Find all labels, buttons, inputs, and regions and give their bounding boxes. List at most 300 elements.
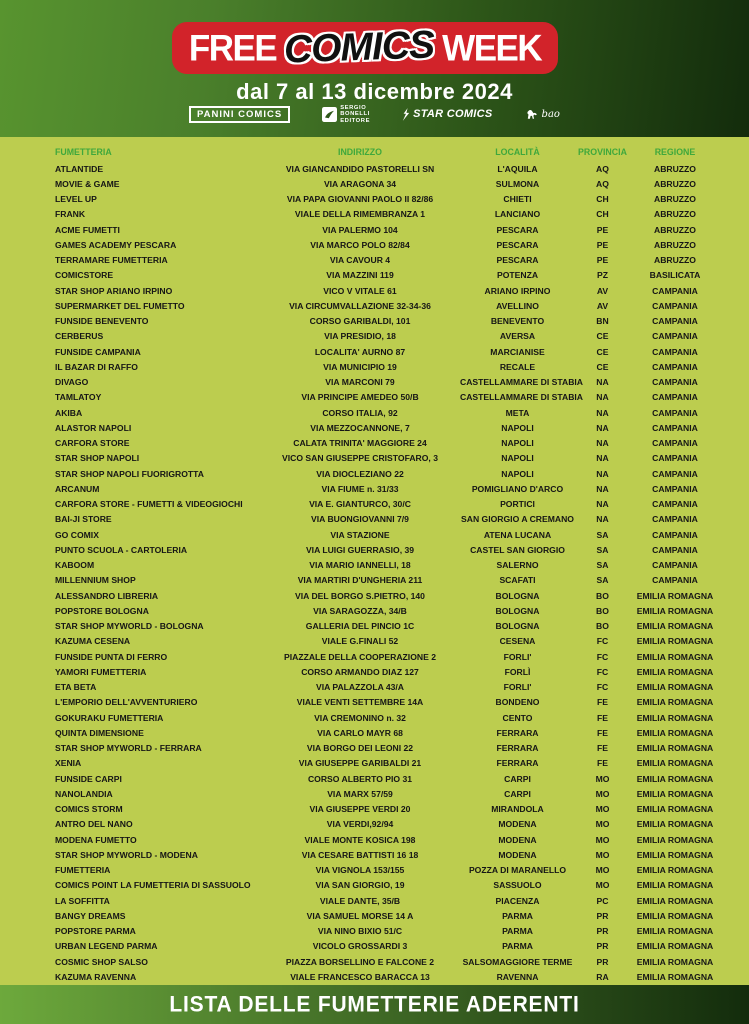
table-row (0, 359, 749, 374)
locality-cell: BOLOGNA (495, 621, 540, 632)
shop-name-cell: YAMORI FUMETTERIA (55, 666, 147, 677)
region-cell: CAMPANIA (652, 346, 698, 357)
address-cell: VIA GIANCANDIDO PASTORELLI SN (285, 163, 435, 174)
shop-name-cell: ARCANUM (55, 483, 100, 494)
table-row (0, 527, 749, 542)
locality-cell: SCAFATI (499, 575, 536, 586)
address-cell: PIAZZA BORSELLINO E FALCONE 2 (285, 956, 435, 967)
province-cell: FC (596, 682, 609, 693)
region-cell: EMILIA ROMAGNA (636, 788, 714, 799)
table-row (0, 954, 749, 969)
shop-name-cell: POPSTORE BOLOGNA (55, 605, 149, 616)
region-cell: EMILIA ROMAGNA (636, 621, 714, 632)
panini-comics-logo (189, 106, 290, 123)
locality-cell: CASTELLAMMARE DI STABIA (460, 377, 584, 388)
footer-title: LISTA DELLE FUMETTERIE ADERENTI (169, 991, 580, 1017)
shop-name-cell: CERBERUS (55, 331, 104, 342)
address-cell: VIA BORGO DEI LEONI 22 (306, 743, 414, 754)
address-cell: VIA MUNICIPIO 19 (323, 361, 397, 372)
shop-name-cell: ATLANTIDE (55, 163, 104, 174)
address-cell: VICO SAN GIUSEPPE CRISTOFARO, 3 (282, 453, 438, 464)
region-cell: CAMPANIA (652, 361, 698, 372)
region-cell: EMILIA ROMAGNA (636, 697, 714, 708)
shop-name-cell: PUNTO SCUOLA - CARTOLERIA (55, 544, 188, 555)
shop-name-cell: GO COMIX (55, 529, 99, 540)
region-cell: EMILIA ROMAGNA (636, 880, 714, 891)
region-cell: CAMPANIA (652, 499, 698, 510)
table-row (0, 375, 749, 390)
shop-name-cell: AKIBA (55, 407, 83, 418)
locality-cell: MARCIANISE (490, 346, 545, 357)
region-cell: ABRUZZO (653, 178, 696, 189)
table-row (0, 786, 749, 801)
address-cell: VIALE FRANCESCO BARACCA 13 (290, 971, 430, 982)
province-cell: FC (596, 666, 609, 677)
region-cell: CAMPANIA (652, 331, 698, 342)
province-cell: MO (595, 834, 610, 845)
table-row (0, 619, 749, 634)
shop-name-cell: ALESSANDRO LIBRERIA (55, 590, 159, 601)
column-header-row (0, 143, 749, 161)
locality-cell: FORLI' (503, 651, 532, 662)
table-row (0, 847, 749, 862)
region-cell: CAMPANIA (652, 544, 698, 555)
province-cell: PE (596, 224, 609, 235)
locality-cell: SALSOMAGGIORE TERME (462, 956, 573, 967)
locality-cell: BOLOGNA (495, 605, 540, 616)
address-cell: VIA MARCONI 79 (325, 377, 395, 388)
address-cell: VIA MARIO IANNELLI, 18 (309, 560, 411, 571)
shop-name-cell: COMICS STORM (55, 804, 123, 815)
locality-cell: PARMA (502, 941, 533, 952)
region-cell: EMILIA ROMAGNA (636, 956, 714, 967)
region-cell: EMILIA ROMAGNA (636, 804, 714, 815)
region-cell: EMILIA ROMAGNA (636, 834, 714, 845)
province-cell: SA (596, 575, 609, 586)
province-cell: MO (595, 819, 610, 830)
address-cell: VIALE MONTE KOSICA 198 (304, 834, 416, 845)
province-cell: CE (596, 346, 609, 357)
title-week: WEEK (442, 27, 542, 69)
table-row (0, 314, 749, 329)
locality-cell: NAPOLI (501, 453, 534, 464)
bao-dog-icon (525, 107, 539, 122)
province-cell: NA (596, 483, 609, 494)
region-cell: ABRUZZO (653, 255, 696, 266)
address-cell: VIA CREMONINO n. 32 (314, 712, 406, 723)
table-row (0, 802, 749, 817)
locality-cell: POTENZA (496, 270, 539, 281)
sergio-bonelli-label-line1: SERGIO (340, 105, 367, 111)
address-cell: VIA SAN GIORGIO, 19 (315, 880, 405, 891)
shop-name-cell: BAI-JI STORE (55, 514, 112, 525)
province-cell: FE (597, 727, 608, 738)
locality-cell: AVELLINO (496, 300, 539, 311)
region-cell: CAMPANIA (652, 392, 698, 403)
locality-cell: NAPOLI (501, 422, 534, 433)
table-row (0, 664, 749, 679)
region-cell: ABRUZZO (653, 163, 696, 174)
shop-name-cell: BANGY DREAMS (55, 910, 126, 921)
shop-table (0, 137, 749, 985)
table-row (0, 237, 749, 252)
shop-name-cell: URBAN LEGEND PARMA (55, 941, 158, 952)
locality-cell: PORTICI (500, 499, 535, 510)
region-cell: CAMPANIA (652, 422, 698, 433)
region-cell: EMILIA ROMAGNA (636, 819, 714, 830)
table-row (0, 512, 749, 527)
province-cell: SA (596, 560, 609, 571)
locality-cell: MODENA (498, 849, 537, 860)
shop-name-cell: CARFORA STORE - FUMETTI & VIDEOGIOCHI (55, 499, 243, 510)
province-cell: AQ (596, 163, 609, 174)
table-row (0, 893, 749, 908)
publisher-logos-row (0, 105, 749, 124)
table-row (0, 710, 749, 725)
address-cell: VIA ARAGONA 34 (323, 178, 397, 189)
province-cell: NA (596, 514, 609, 525)
table-row (0, 207, 749, 222)
locality-cell: PESCARA (496, 224, 539, 235)
shop-name-cell: STAR SHOP NAPOLI (55, 453, 140, 464)
locality-cell: NAPOLI (501, 438, 534, 449)
province-cell: BN (596, 316, 609, 327)
address-cell: VIA GIUSEPPE VERDI 20 (309, 804, 411, 815)
locality-cell: RAVENNA (496, 971, 539, 982)
locality-cell: CARPI (504, 773, 531, 784)
title-comics: COMICS (283, 22, 435, 72)
address-cell: GALLERIA DEL PINCIO 1C (305, 621, 415, 632)
shop-name-cell: STAR SHOP MYWORLD - MODENA (55, 849, 198, 860)
shop-name-cell: STAR SHOP MYWORLD - BOLOGNA (55, 621, 204, 632)
table-row (0, 756, 749, 771)
locality-cell: MODENA (498, 834, 537, 845)
province-cell: CH (596, 194, 609, 205)
address-cell: VIA PALERMO 104 (322, 224, 398, 235)
table-row (0, 573, 749, 588)
star-comics-logo (402, 108, 492, 121)
province-cell: PR (596, 926, 609, 937)
province-cell: CH (596, 209, 609, 220)
region-cell: CAMPANIA (652, 377, 698, 388)
address-cell: VIA SAMUEL MORSE 14 A (306, 910, 414, 921)
province-cell: BO (596, 621, 609, 632)
footer-banner (0, 985, 749, 1024)
shop-name-cell: LEVEL UP (55, 194, 97, 205)
star-comics-label: STAR COMICS (413, 108, 493, 121)
table-row (0, 192, 749, 207)
region-cell: BASILICATA (649, 270, 701, 281)
table-row (0, 176, 749, 191)
address-cell: VICOLO GROSSARDI 3 (312, 941, 408, 952)
address-cell: VIA CIRCUMVALLAZIONE 32-34-36 (289, 300, 431, 311)
locality-cell: SULMONA (495, 178, 540, 189)
locality-cell: BENEVENTO (490, 316, 545, 327)
address-cell: VIA MARX 57/59 (327, 788, 393, 799)
address-cell: VIA STAZIONE (330, 529, 390, 540)
region-cell: EMILIA ROMAGNA (636, 651, 714, 662)
address-cell: VIA BUONGIOVANNI 7/9 (311, 514, 409, 525)
address-cell: VIA MARCO POLO 82/84 (310, 239, 410, 250)
bao-label: bao (541, 108, 560, 120)
province-cell: MO (595, 880, 610, 891)
table-row (0, 405, 749, 420)
address-cell: VIA VIGNOLA 153/155 (315, 865, 405, 876)
address-cell: VIALE DELLA RIMEMBRANZA 1 (294, 209, 426, 220)
locality-cell: MIRANDOLA (491, 804, 544, 815)
shop-name-cell: TERRAMARE FUMETTERIA (55, 255, 168, 266)
shop-name-cell: MILLENNIUM SHOP (55, 575, 136, 586)
address-cell: VIA PRINCIPE AMEDEO 50/B (301, 392, 419, 403)
province-cell: NA (596, 407, 609, 418)
shop-name-cell: SUPERMARKET DEL FUMETTO (55, 300, 185, 311)
table-row (0, 863, 749, 878)
shop-name-cell: STAR SHOP MYWORLD - FERRARA (55, 743, 202, 754)
address-cell: VIA MAZZINI 119 (326, 270, 394, 281)
locality-cell: MODENA (498, 819, 537, 830)
sergio-bonelli-bird-icon (322, 107, 337, 122)
sergio-bonelli-label (340, 105, 370, 124)
region-cell: EMILIA ROMAGNA (636, 682, 714, 693)
locality-cell: FERRARA (496, 758, 539, 769)
province-cell: MO (595, 788, 610, 799)
table-row (0, 481, 749, 496)
shop-name-cell: KABOOM (55, 560, 95, 571)
star-comics-lightning-icon (402, 108, 410, 121)
locality-cell: SASSUOLO (493, 880, 542, 891)
shop-name-cell: KAZUMA CESENA (55, 636, 131, 647)
shop-name-cell: MODENA FUMETTO (55, 834, 137, 845)
table-row (0, 268, 749, 283)
province-cell: NA (596, 499, 609, 510)
address-cell: VIA DEL BORGO S.PIETRO, 140 (295, 590, 425, 601)
table-row (0, 680, 749, 695)
shop-name-cell: GOKURAKU FUMETTERIA (55, 712, 164, 723)
sergio-bonelli-label-line2: BONELLI (340, 111, 370, 118)
region-cell: CAMPANIA (652, 285, 698, 296)
column-header-fumetteria: FUMETTERIA (55, 147, 112, 157)
region-cell: EMILIA ROMAGNA (636, 926, 714, 937)
province-cell: PR (596, 910, 609, 921)
province-cell: FE (597, 758, 608, 769)
province-cell: FC (596, 636, 609, 647)
region-cell: ABRUZZO (653, 194, 696, 205)
shop-name-cell: COMICS POINT LA FUMETTERIA DI SASSUOLO (55, 880, 251, 891)
shop-name-cell: DIVAGO (55, 377, 89, 388)
region-cell: CAMPANIA (652, 529, 698, 540)
table-row (0, 558, 749, 573)
region-cell: EMILIA ROMAGNA (636, 605, 714, 616)
region-cell: EMILIA ROMAGNA (636, 758, 714, 769)
locality-cell: BOLOGNA (495, 590, 540, 601)
region-cell: CAMPANIA (652, 483, 698, 494)
table-row (0, 451, 749, 466)
province-cell: SA (596, 544, 609, 555)
sergio-bonelli-logo (322, 105, 370, 124)
table-row (0, 588, 749, 603)
shop-name-cell: POPSTORE PARMA (55, 926, 136, 937)
address-cell: VIA PAPA GIOVANNI PAOLO II 82/86 (286, 194, 434, 205)
locality-cell: CENTO (502, 712, 533, 723)
locality-cell: ARIANO IRPINO (484, 285, 551, 296)
table-row (0, 283, 749, 298)
address-cell: VIA LUIGI GUERRASIO, 39 (305, 544, 415, 555)
shop-name-cell: FUNSIDE BENEVENTO (55, 316, 149, 327)
table-row (0, 817, 749, 832)
province-cell: AV (596, 300, 609, 311)
column-header-indirizzo: INDIRIZZO (338, 147, 382, 157)
locality-cell: SAN GIORGIO A CREMANO (461, 514, 574, 525)
locality-cell: CARPI (504, 788, 531, 799)
table-row (0, 329, 749, 344)
locality-cell: POMIGLIANO D'ARCO (471, 483, 564, 494)
region-cell: EMILIA ROMAGNA (636, 727, 714, 738)
locality-cell: PARMA (502, 910, 533, 921)
region-cell: CAMPANIA (652, 407, 698, 418)
province-cell: MO (595, 773, 610, 784)
region-cell: CAMPANIA (652, 300, 698, 311)
address-cell: VIALE G.FINALI 52 (321, 636, 399, 647)
region-cell: ABRUZZO (653, 239, 696, 250)
table-row (0, 390, 749, 405)
table-row (0, 603, 749, 618)
shop-name-cell: IL BAZAR DI RAFFO (55, 361, 138, 372)
province-cell: FC (596, 651, 609, 662)
shop-name-cell: ALASTOR NAPOLI (55, 422, 132, 433)
table-row (0, 634, 749, 649)
province-cell: NA (596, 438, 609, 449)
province-cell: PC (596, 895, 609, 906)
table-row (0, 878, 749, 893)
shop-table-body (0, 161, 749, 985)
address-cell: VIA E. GIANTURCO, 30/C (309, 499, 411, 510)
address-cell: VIA NINO BIXIO 51/C (317, 926, 403, 937)
table-row (0, 161, 749, 176)
table-row (0, 298, 749, 313)
province-cell: MO (595, 849, 610, 860)
locality-cell: LANCIANO (494, 209, 541, 220)
table-row (0, 908, 749, 923)
province-cell: NA (596, 468, 609, 479)
province-cell: FE (597, 697, 608, 708)
address-cell: CORSO ALBERTO PIO 31 (307, 773, 413, 784)
province-cell: NA (596, 377, 609, 388)
table-row (0, 649, 749, 664)
address-cell: LOCALITA' AURNO 87 (314, 346, 406, 357)
locality-cell: PESCARA (496, 255, 539, 266)
table-row (0, 466, 749, 481)
province-cell: CE (596, 331, 609, 342)
shop-name-cell: KAZUMA RAVENNA (55, 971, 137, 982)
sergio-bonelli-label-line3: EDITORE (340, 117, 371, 124)
region-cell: CAMPANIA (652, 575, 698, 586)
column-header-localita: LOCALITÀ (495, 147, 540, 157)
region-cell: CAMPANIA (652, 468, 698, 479)
shop-name-cell: TAMLATOY (55, 392, 102, 403)
shop-name-cell: GAMES ACADEMY PESCARA (55, 239, 177, 250)
column-header-regione: REGIONE (654, 147, 696, 157)
table-row (0, 253, 749, 268)
shop-name-cell: QUINTA DIMENSIONE (55, 727, 144, 738)
address-cell: VIA VERDI,92/94 (326, 819, 394, 830)
region-cell: CAMPANIA (652, 438, 698, 449)
locality-cell: BONDENO (495, 697, 540, 708)
address-cell: VIA MEZZOCANNONE, 7 (310, 422, 410, 433)
region-cell: EMILIA ROMAGNA (636, 849, 714, 860)
locality-cell: CESENA (499, 636, 536, 647)
shop-name-cell: FUNSIDE PUNTA DI FERRO (55, 651, 168, 662)
table-row (0, 741, 749, 756)
table-row (0, 436, 749, 451)
region-cell: EMILIA ROMAGNA (636, 895, 714, 906)
shop-name-cell: STAR SHOP ARIANO IRPINO (55, 285, 173, 296)
province-cell: SA (596, 529, 609, 540)
province-cell: RA (596, 971, 609, 982)
province-cell: PE (596, 239, 609, 250)
region-cell: CAMPANIA (652, 560, 698, 571)
table-row (0, 542, 749, 557)
bao-logo (525, 107, 560, 122)
province-cell: NA (596, 392, 609, 403)
province-cell: PR (596, 956, 609, 967)
locality-cell: FERRARA (496, 743, 539, 754)
address-cell: VIA PALAZZOLA 43/A (315, 682, 404, 693)
province-cell: BO (596, 605, 609, 616)
shop-name-cell: FUMETTERIA (55, 865, 111, 876)
region-cell: EMILIA ROMAGNA (636, 590, 714, 601)
table-row (0, 939, 749, 954)
region-cell: EMILIA ROMAGNA (636, 865, 714, 876)
shop-name-cell: FUNSIDE CARPI (55, 773, 122, 784)
address-cell: VIA MARTIRI D'UNGHERIA 211 (297, 575, 423, 586)
address-cell: CORSO ITALIA, 92 (322, 407, 398, 418)
locality-cell: META (505, 407, 530, 418)
table-row (0, 222, 749, 237)
locality-cell: RECALE (499, 361, 536, 372)
province-cell: FE (597, 712, 608, 723)
locality-cell: CASTELLAMMARE DI STABIA (460, 392, 584, 403)
shop-name-cell: XENIA (55, 758, 82, 769)
province-cell: AQ (596, 178, 609, 189)
table-row (0, 344, 749, 359)
table-row (0, 497, 749, 512)
province-cell: BO (596, 590, 609, 601)
locality-cell: L'AQUILA (497, 163, 538, 174)
region-cell: EMILIA ROMAGNA (636, 910, 714, 921)
locality-cell: PARMA (502, 926, 533, 937)
locality-cell: CASTEL SAN GIORGIO (470, 544, 565, 555)
table-row (0, 771, 749, 786)
date-line: dal 7 al 13 dicembre 2024 (236, 79, 513, 104)
table-row (0, 695, 749, 710)
shop-name-cell: FRANK (55, 209, 86, 220)
region-cell: CAMPANIA (652, 514, 698, 525)
table-row (0, 924, 749, 939)
shop-name-cell: L'EMPORIO DELL'AVVENTURIERO (55, 697, 198, 708)
locality-cell: PESCARA (496, 239, 539, 250)
region-cell: EMILIA ROMAGNA (636, 666, 714, 677)
region-cell: CAMPANIA (652, 453, 698, 464)
province-cell: PR (596, 941, 609, 952)
region-cell: EMILIA ROMAGNA (636, 773, 714, 784)
address-cell: VIA CAVOUR 4 (329, 255, 391, 266)
region-cell: ABRUZZO (653, 224, 696, 235)
locality-cell: POZZA DI MARANELLO (468, 865, 567, 876)
address-cell: VIA GIUSEPPE GARIBALDI 21 (298, 758, 422, 769)
shop-name-cell: NANOLANDIA (55, 788, 113, 799)
address-cell: VIA SARAGOZZA, 34/B (313, 605, 407, 616)
title-box (172, 22, 558, 74)
